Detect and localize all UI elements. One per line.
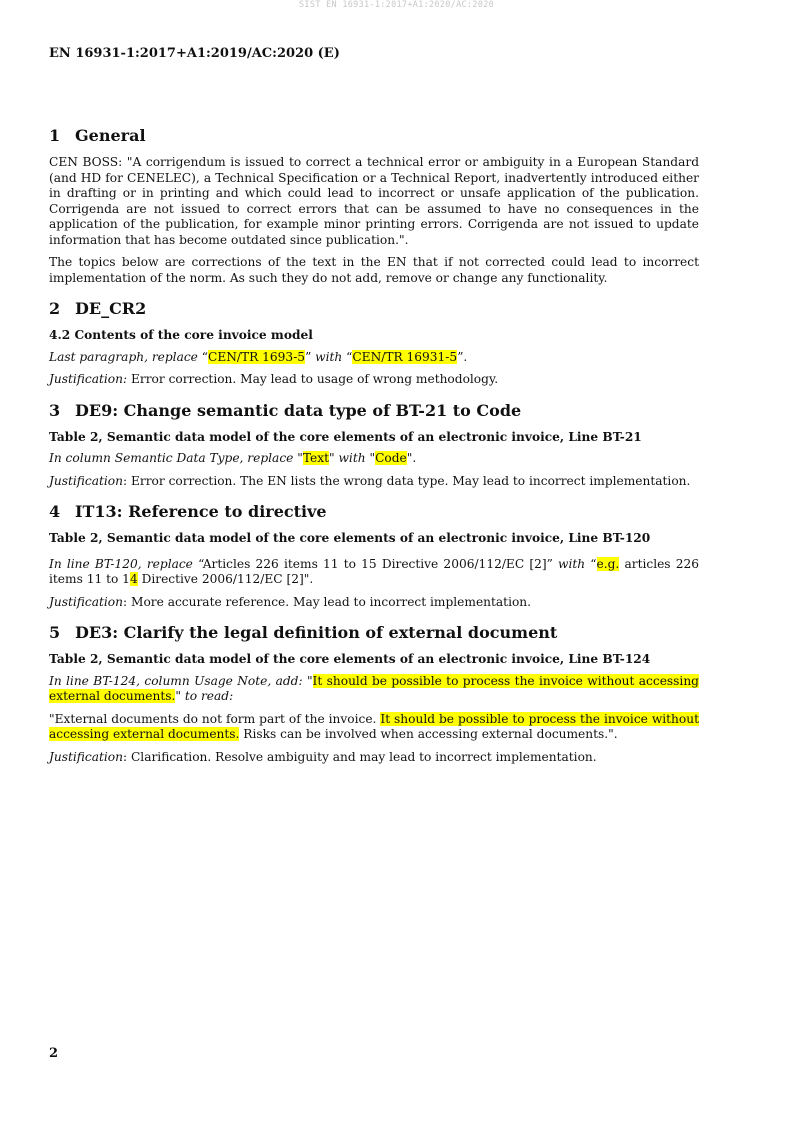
instruction-text: with xyxy=(334,451,370,465)
quote: ” xyxy=(305,349,312,364)
section-title: IT13: Reference to directive xyxy=(75,502,327,521)
justification-text: : Error correction. The EN lists the wrong data type. May lead to incorrect implementation. xyxy=(123,473,691,488)
document-body xyxy=(49,126,699,778)
section-de9 xyxy=(49,401,699,490)
instruction-text: to read: xyxy=(180,689,234,703)
section-heading xyxy=(49,401,699,421)
quoted-text: Directive 2006/112/EC [2]". xyxy=(137,572,314,586)
instruction xyxy=(49,451,699,467)
subheading: Table 2, Semantic data model of the core elements of an electronic invoice, Line BT-120 xyxy=(49,531,651,545)
section-number: 4 xyxy=(49,502,61,521)
paragraph: CEN BOSS: "A corrigendum is issued to correct a technical error or ambiguity in a European Standard (and HD for CENELEC), a Technical Specification or a Technical Report, inadvertently introduced either in drafting or in printing and which could lead to incorrect or unsafe application of the publication. Corrigenda are not issued to correct errors that can be assumed to have no consequences in the application of the publication, for example minor printing errors. Corrigenda are not issued to update information that has become outdated since publication.". xyxy=(49,155,699,247)
quote: " xyxy=(306,673,313,688)
quote: " xyxy=(369,451,376,465)
instruction-text: In line BT-124, column Usage Note, add: xyxy=(49,673,307,688)
highlighted-text: CEN/TR 16931-5 xyxy=(352,349,458,364)
justification xyxy=(49,595,699,611)
quoted-text: articles 226 items 11 to 1 xyxy=(49,556,700,586)
quoted-text: “Articles 226 items 11 to 15 Directive 2006/112/EC [2]” xyxy=(198,556,553,571)
quote: ”. xyxy=(457,349,468,364)
justification-text: : Clarification. Resolve ambiguity and may lead to incorrect implementation. xyxy=(123,749,597,764)
highlighted-text: Code xyxy=(375,451,407,465)
highlighted-text: CEN/TR 1693-5 xyxy=(208,349,306,364)
section-heading xyxy=(49,299,699,319)
instruction xyxy=(49,674,699,705)
highlighted-text: It should be possible to process the invoice without accessing external documents. xyxy=(49,711,699,741)
highlighted-text: 4 xyxy=(129,572,138,586)
quote: " xyxy=(329,451,335,465)
section-number: 3 xyxy=(49,400,61,420)
replacement-text xyxy=(49,712,699,743)
justification-label: Justification xyxy=(49,473,123,488)
quote: " xyxy=(175,689,181,703)
justification-text: Error correction. May lead to usage of wrong methodology. xyxy=(127,372,499,386)
section-title: DE9: Change semantic data type of BT-21 to Code xyxy=(75,400,522,420)
document-code: EN 16931-1:2017+A1:2019/AC:2020 (E) xyxy=(49,46,340,61)
section-heading xyxy=(49,623,699,643)
body-text: "External documents do not form part of the invoice. xyxy=(49,711,381,726)
quote: “ xyxy=(346,349,353,364)
quote: “ xyxy=(590,556,597,571)
section-title: General xyxy=(75,126,146,145)
section-heading xyxy=(49,502,699,522)
section-de3 xyxy=(49,623,699,765)
subheading: 4.2 Contents of the core invoice model xyxy=(49,328,313,342)
section-general xyxy=(49,126,699,286)
justification xyxy=(49,474,699,490)
instruction-text: with xyxy=(552,556,591,571)
instruction-text: In column Semantic Data Type, replace xyxy=(49,451,298,465)
quote: ". xyxy=(406,451,417,465)
section-it13 xyxy=(49,502,699,610)
subheading: Table 2, Semantic data model of the core elements of an electronic invoice, Line BT-21 xyxy=(49,429,642,444)
section-heading xyxy=(49,126,699,146)
justification xyxy=(49,372,699,388)
highlighted-text: Text xyxy=(302,451,330,465)
section-number: 5 xyxy=(49,623,61,642)
instruction-text: with xyxy=(311,349,347,364)
quote: " xyxy=(297,451,303,465)
justification-label: Justification xyxy=(49,749,123,764)
section-title: DE3: Clarify the legal definition of external document xyxy=(75,623,558,642)
instruction xyxy=(49,350,699,366)
page-number: 2 xyxy=(49,1046,59,1061)
subheading: Table 2, Semantic data model of the core elements of an electronic invoice, Line BT-124 xyxy=(49,652,651,666)
highlighted-text: It should be possible to process the invoice without accessing external documents. xyxy=(49,673,699,703)
justification xyxy=(49,750,699,766)
section-number: 1 xyxy=(49,126,61,145)
quote: “ xyxy=(201,349,208,364)
justification-text: : More accurate reference. May lead to incorrect implementation. xyxy=(123,594,532,609)
instruction-text: In line BT-120, replace xyxy=(49,556,199,571)
paragraph: The topics below are corrections of the text in the EN that if not corrected could lead to incorrect implementation of the norm. As such they do not add, remove or change any functionality. xyxy=(49,255,699,285)
body-text: Risks can be involved when accessing external documents.". xyxy=(239,727,618,741)
instruction-text: Last paragraph, replace xyxy=(49,349,202,364)
section-number: 2 xyxy=(49,299,61,318)
instruction xyxy=(49,557,699,588)
section-title: DE_CR2 xyxy=(75,299,147,318)
justification-label: Justification: xyxy=(49,372,128,386)
highlighted-text: e.g. xyxy=(596,556,620,571)
watermark: SIST EN 16931-1:2017+A1:2020/AC:2020 xyxy=(298,0,495,10)
justification-label: Justification xyxy=(49,594,123,609)
section-de-cr2 xyxy=(49,299,699,388)
